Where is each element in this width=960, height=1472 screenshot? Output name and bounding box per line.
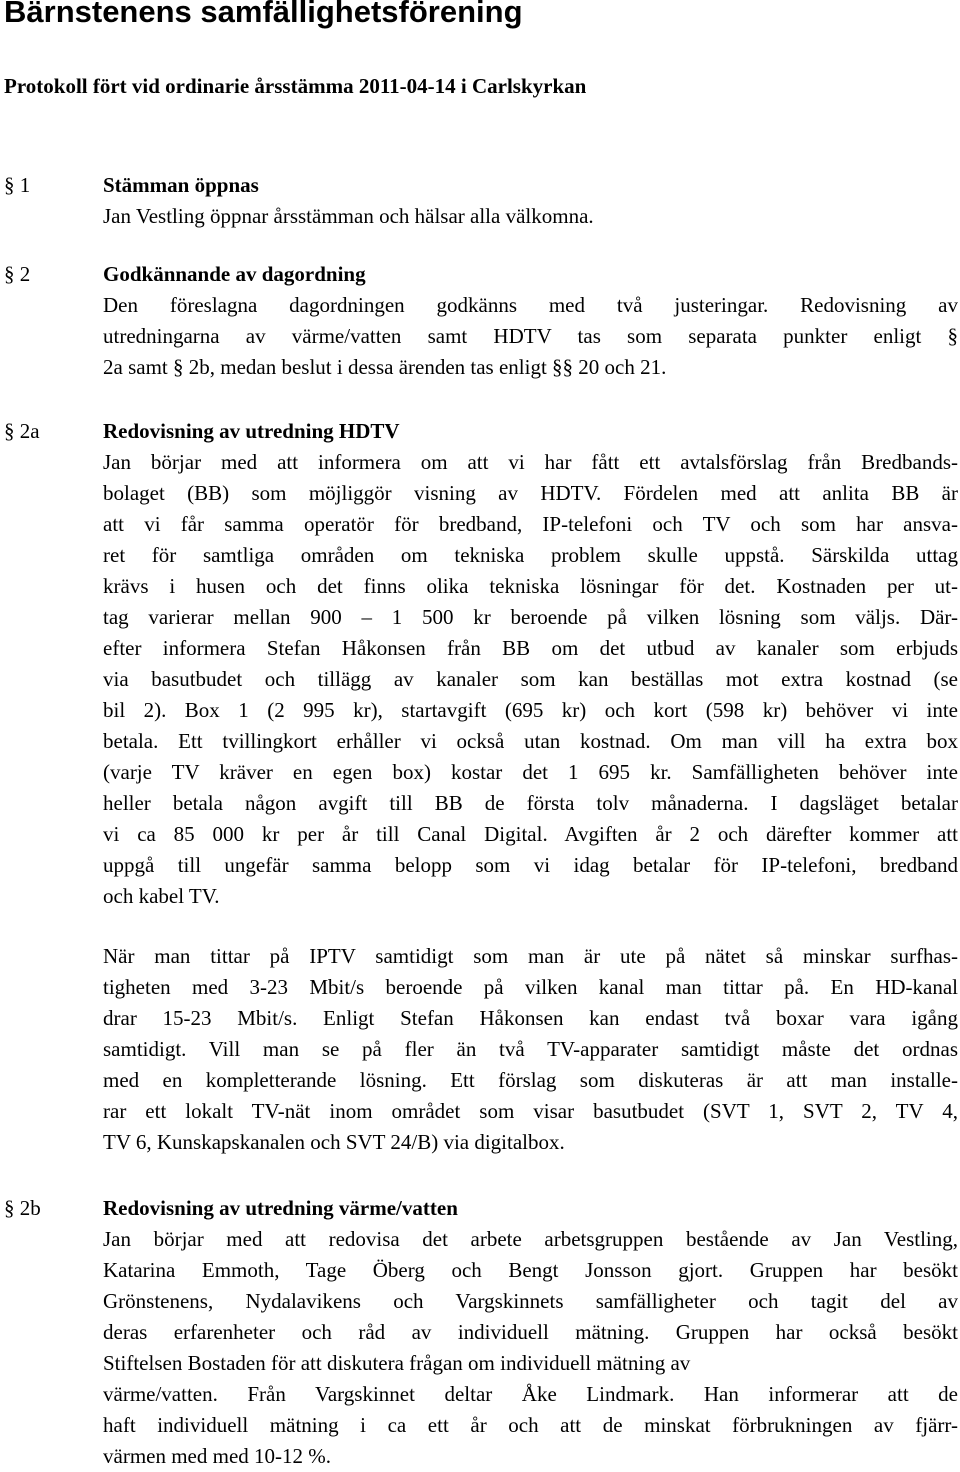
- paragraph-line: När man tittar på IPTV samtidigt som man är ute på nätet så minskar surfhas-: [103, 944, 958, 968]
- section-heading: Stämman öppnas: [103, 173, 259, 197]
- section-body: [103, 1193, 958, 1472]
- paragraph-line: Katarina Emmoth, Tage Öberg och Bengt Jonsson gjort. Gruppen har besökt: [103, 1258, 958, 1282]
- section-body: [103, 416, 958, 1158]
- paragraph-line: utredningarna av värme/vatten samt HDTV tas som separata punkter enligt §: [103, 324, 958, 348]
- paragraph-line: värmen med med 10-12 %.: [103, 1444, 332, 1468]
- section-heading: Redovisning av utredning värme/vatten: [103, 1196, 458, 1220]
- paragraph-line: med en kompletterande lösning. Ett förslag som diskuteras är att man installe-: [103, 1068, 958, 1092]
- section-number: § 2a: [4, 419, 40, 443]
- paragraph-line: ret för samtliga områden om tekniska problem skulle uppstå. Särskilda uttag: [103, 543, 958, 567]
- section-number: § 2b: [4, 1196, 41, 1220]
- paragraph-line: efter informera Stefan Håkonsen från BB om det utbud av kanaler som erbjuds: [103, 636, 958, 660]
- paragraph-line: och kabel TV.: [103, 884, 220, 908]
- paragraph-line: tigheten med 3-23 Mbit/s beroende på vilken kanal man tittar på. En HD-kanal: [103, 975, 958, 999]
- paragraph-line: uppgå till ungefär samma belopp som vi idag betalar för IP-telefoni, bredband: [103, 853, 958, 877]
- paragraph-line: deras erfarenheter och råd av individuell mätning. Gruppen har också besökt: [103, 1320, 958, 1344]
- section-body: [103, 259, 958, 383]
- paragraph-line: via basutbudet och tillägg av kanaler som kan beställas mot extra kostnad (se: [103, 667, 958, 691]
- protocol-subtitle: Protokoll fört vid ordinarie årsstämma 2011-04-14 i Carlskyrkan: [4, 74, 587, 98]
- page-title: Bärnstenens samfällighetsförening: [4, 0, 523, 29]
- section-heading: Godkännande av dagordning: [103, 262, 366, 286]
- paragraph-line: Grönstenens, Nydalavikens och Vargskinnets samfälligheter och tagit del av: [103, 1289, 958, 1313]
- paragraph-line: Jan börjar med att informera om att vi har fått ett avtalsförslag från Bredbands-: [103, 450, 958, 474]
- paragraph-line: (varje TV kräver en egen box) kostar det 1 695 kr. Samfälligheten behöver inte: [103, 760, 958, 784]
- paragraph-line: att vi får samma operatör för bredband, IP-telefoni och TV och som har ansva-: [103, 512, 958, 536]
- paragraph-line: vi ca 85 000 kr per år till Canal Digital. Avgiften år 2 och därefter kommer att: [103, 822, 958, 846]
- paragraph-line: samtidigt. Vill man se på fler än två TV-apparater samtidigt måste det ordnas: [103, 1037, 958, 1061]
- section-number: § 1: [4, 173, 31, 197]
- paragraph-line: Stiftelsen Bostaden för att diskutera frågan om individuell mätning av: [103, 1351, 691, 1375]
- paragraph-line: rar ett lokalt TV-nät inom området som visar basutbudet (SVT 1, SVT 2, TV 4,: [103, 1099, 958, 1123]
- paragraph-line: heller betala någon avgift till BB de första tolv månaderna. I dagsläget betalar: [103, 791, 958, 815]
- paragraph-line: krävs i husen och det finns olika tekniska lösningar för det. Kostnaden per ut-: [103, 574, 958, 598]
- section-heading: Redovisning av utredning HDTV: [103, 419, 400, 443]
- section-number: § 2: [4, 262, 31, 286]
- paragraph-line: Jan börjar med att redovisa det arbete arbetsgruppen bestående av Jan Vestling,: [103, 1227, 958, 1251]
- paragraph-line: 2a samt § 2b, medan beslut i dessa ärenden tas enligt §§ 20 och 21.: [103, 355, 667, 379]
- section-body: [103, 170, 958, 232]
- paragraph-line: betala. Ett tvillingkort erhåller vi också utan kostnad. Om man vill ha extra box: [103, 729, 958, 753]
- paragraph-line: TV 6, Kunskapskanalen och SVT 24/B) via digitalbox.: [103, 1130, 565, 1154]
- paragraph-line: bil 2). Box 1 (2 995 kr), startavgift (695 kr) och kort (598 kr) behöver vi inte: [103, 698, 958, 722]
- paragraph-line: drar 15-23 Mbit/s. Enligt Stefan Håkonsen kan endast två boxar vara igång: [103, 1006, 958, 1030]
- paragraph-line: Den föreslagna dagordningen godkänns med två justeringar. Redovisning av: [103, 293, 958, 317]
- paragraph-line: tag varierar mellan 900 – 1 500 kr beroende på vilken lösning som väljs. Där-: [103, 605, 958, 629]
- paragraph-line: bolaget (BB) som möjliggör visning av HDTV. Fördelen med att anlita BB är: [103, 481, 958, 505]
- paragraph-line: Jan Vestling öppnar årsstämman och hälsar alla välkomna.: [103, 204, 594, 228]
- paragraph-line: värme/vatten. Från Vargskinnet deltar Åke Lindmark. Han informerar att de: [103, 1382, 958, 1406]
- paragraph-line: haft individuell mätning i ca ett år och att de minskat förbrukningen av fjärr-: [103, 1413, 958, 1437]
